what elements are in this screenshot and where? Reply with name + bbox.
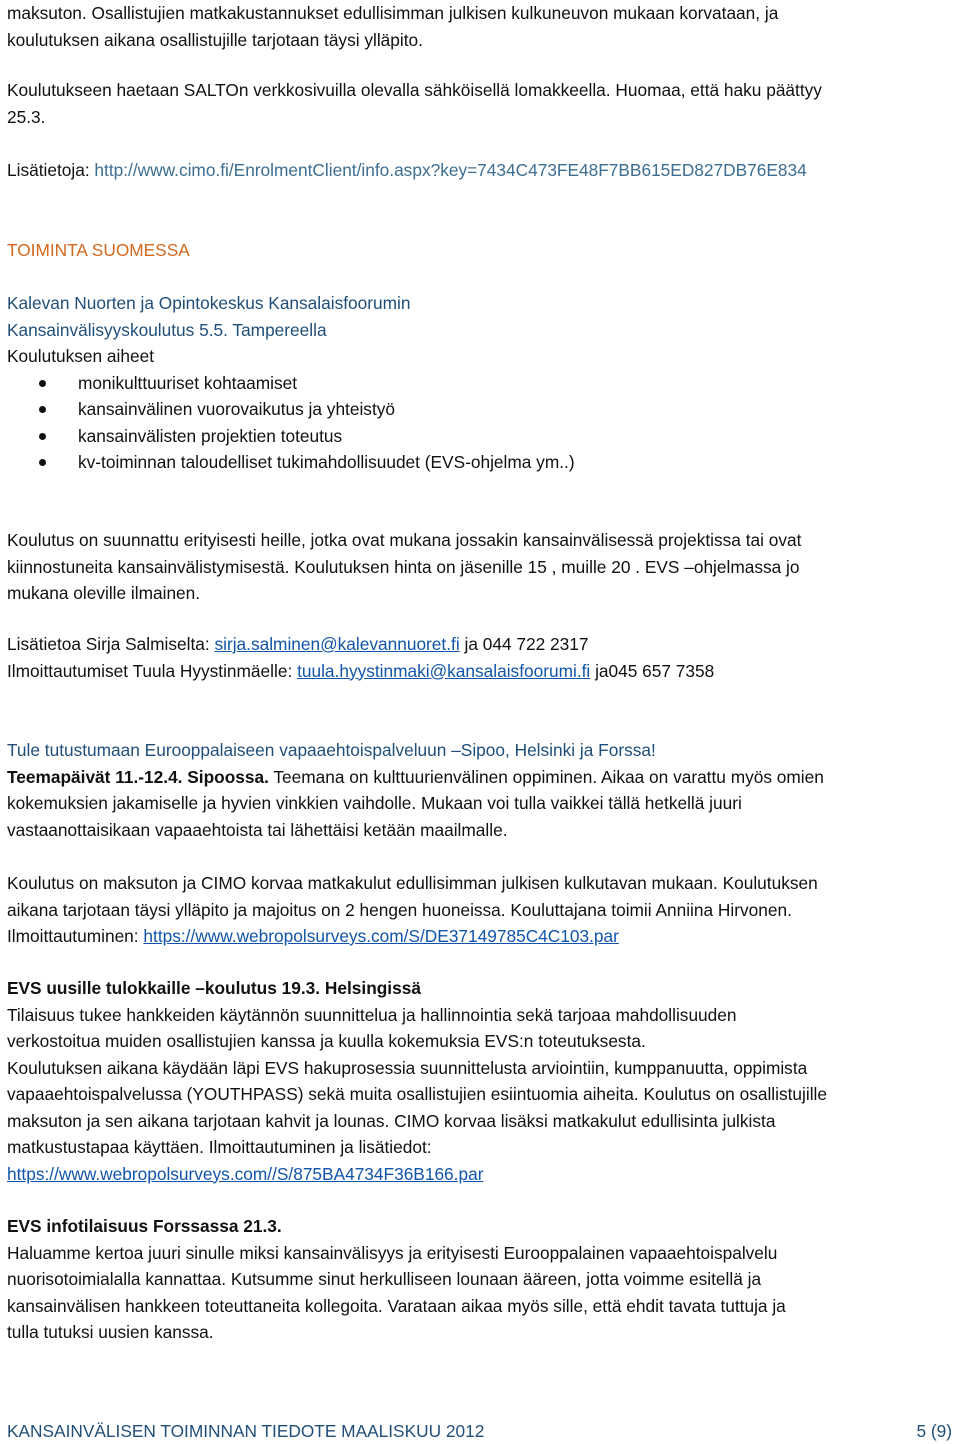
text-line: vapaaehtoispalvelussa (YOUTHPASS) sekä muita osallistujien esiintuomia aiheita. Koulutus on osallistujille — [7, 1084, 827, 1104]
text-line: mukana oleville ilmainen. — [7, 583, 201, 603]
footer-title: KANSAINVÄLISEN TOIMINNAN TIEDOTE MAALISKUU 2012 — [7, 1421, 485, 1441]
bullet-icon — [39, 380, 46, 387]
org-name: Kalevan Nuorten ja Opintokeskus Kansalaisfoorumin — [7, 293, 411, 313]
text-line: kokemuksien jakamiselle ja hyvien vinkkien vaihdolle. Mukaan voi tulla vaikkei tällä hetkellä juuri — [7, 793, 742, 813]
evs-new-block — [7, 975, 952, 1187]
salto-paragraph — [7, 77, 952, 130]
evs-invite — [7, 737, 952, 843]
page-footer — [7, 1418, 952, 1444]
contact-reg-line: Ilmoittautumiset Tuula Hyystinmäelle: tuula.hyystinmaki@kansalaisfoorumi.fi ja045 657 7358 — [7, 660, 715, 681]
contact-info-line: Lisätietoa Sirja Salmiselta: sirja.salminen@kalevannuoret.fi ja 044 722 2317 — [7, 634, 589, 654]
top-paragraph — [7, 0, 952, 53]
tuula-email-link[interactable]: tuula.hyystinmaki@kansalaisfoorumi.fi — [297, 660, 591, 681]
text-line: verkostoitua muiden osallistujien kanssa ja kuulla kokemuksia EVS:n toteutuksesta. — [7, 1031, 646, 1051]
text-line: kansainvälisen hankkeen toteuttaneita kollegoita. Varataan aikaa myös sille, että ehdit tavata tuttuja ja — [7, 1295, 786, 1316]
text-line: Teemapäivät 11.-12.4. Sipoossa. Teemana on kulttuurienvälinen oppiminen. Aikaa on varattu myös omien — [7, 766, 824, 787]
info-line — [7, 157, 952, 184]
course-title: Kansainvälisyyskoulutus 5.5. Tampereella — [7, 319, 327, 340]
bullet-icon — [39, 459, 46, 466]
text-line: Koulutus on suunnattu erityisesti heille, jotka ovat mukana jossakin kansainvälisessä projektissa tai ovat — [7, 530, 802, 550]
theme-days: Teemapäivät 11.-12.4. Sipoossa. — [7, 766, 269, 787]
list-item: kansainvälinen vuorovaikutus ja yhteistyö — [7, 396, 952, 423]
bullet-icon — [39, 433, 46, 440]
text-line: Koulutus on maksuton ja CIMO korvaa matkakulut edullisimman julkisen kulkutavan mukaan. Koulutuksen — [7, 873, 818, 893]
text-line: matkustustapaa käyttäen. Ilmoittautuminen ja lisätiedot: — [7, 1137, 432, 1157]
cimo-paragraph — [7, 870, 952, 950]
list-item: kansainvälisten projektien toteutus — [7, 423, 952, 450]
text-line: Koulutukseen haetaan SALTOn verkkosivuilla olevalla sähköisellä lomakkeella. Huomaa, että haku päättyy — [7, 80, 822, 100]
webropol-link-1[interactable]: https://www.webropolsurveys.com/S/DE37149785C4C103.par — [143, 926, 619, 946]
cimo-info-link[interactable]: http://www.cimo.fi/EnrolmentClient/info.aspx?key=7434C473FE48F7BB615ED827DB76E834 — [94, 160, 807, 180]
evs-info-block — [7, 1213, 952, 1346]
text-line: koulutuksen aikana osallistujille tarjotaan täysi ylläpito. — [7, 29, 423, 50]
text-line: Tilaisuus tukee hankkeiden käytännön suunnittelua ja hallinnointia sekä tarjoaa mahdollisuuden — [7, 1004, 737, 1025]
topics-label: Koulutuksen aiheet — [7, 346, 155, 366]
text-line: nuorisotoimialalla kannattaa. Kutsumme sinut herkulliseen lounaan ääreen, jotta voimme esitellä ja — [7, 1269, 762, 1289]
evs-new-title: EVS uusille tulokkaille –koulutus 19.3. Helsingissä — [7, 978, 421, 998]
webropol-link-2[interactable]: https://www.webropolsurveys.com//S/875BA4734F36B166.par — [7, 1163, 484, 1184]
text-line: vastaanottaisikaan vapaaehtoista tai lähettäisi ketään maailmalle. — [7, 819, 508, 840]
page-number: 5 (9) — [916, 1421, 952, 1441]
text-line: kiinnostuneita kansainvälistymisestä. Koulutuksen hinta on jäsenille 15 , muille 20 . EVS –ohjelmassa jo — [7, 556, 800, 577]
text-line: Ilmoittautuminen: https://www.webropolsurveys.com/S/DE37149785C4C103.par — [7, 926, 619, 946]
target-paragraph — [7, 527, 952, 607]
text-line: Haluamme kertoa juuri sinulle miksi kansainvälisyys ja erityisesti Eurooppalainen vapaaehtoispalvelu — [7, 1242, 778, 1263]
bullet-icon — [39, 406, 46, 413]
text-line: maksuton ja sen aikana tarjotaan kahvit ja lounas. CIMO korvaa lisäksi matkakulut edullisinta julkista — [7, 1110, 776, 1131]
sirja-email-link[interactable]: sirja.salminen@kalevannuoret.fi — [214, 634, 460, 654]
topics-list — [7, 370, 952, 476]
kalevan-block — [7, 290, 952, 476]
list-item: kv-toiminnan taloudelliset tukimahdollisuudet (EVS-ohjelma ym..) — [7, 449, 952, 476]
text-line: Koulutuksen aikana käydään läpi EVS hakuprosessia suunnittelusta arviointiin, kumppanuutta, oppimista — [7, 1057, 808, 1078]
evs-info-title: EVS infotilaisuus Forssassa 21.3. — [7, 1216, 282, 1236]
section-title: TOIMINTA SUOMESSA — [7, 240, 190, 260]
contacts — [7, 631, 952, 684]
text-line: 25.3. — [7, 106, 46, 127]
text-line: tulla tutuksi uusien kanssa. — [7, 1322, 214, 1342]
text-line: maksuton. Osallistujien matkakustannukset edullisimman julkisen kulkuneuvon mukaan korvataan, ja — [7, 3, 779, 23]
info-label: Lisätietoja: — [7, 160, 95, 180]
evs-invite-title: Tule tutustumaan Eurooppalaiseen vapaaehtoispalveluun –Sipoo, Helsinki ja Forssa! — [7, 740, 656, 760]
list-item: monikulttuuriset kohtaamiset — [7, 370, 952, 397]
text-line: aikana tarjotaan täysi ylläpito ja majoitus on 2 hengen huoneissa. Kouluttajana toimii Anniina Hirvonen. — [7, 899, 792, 920]
